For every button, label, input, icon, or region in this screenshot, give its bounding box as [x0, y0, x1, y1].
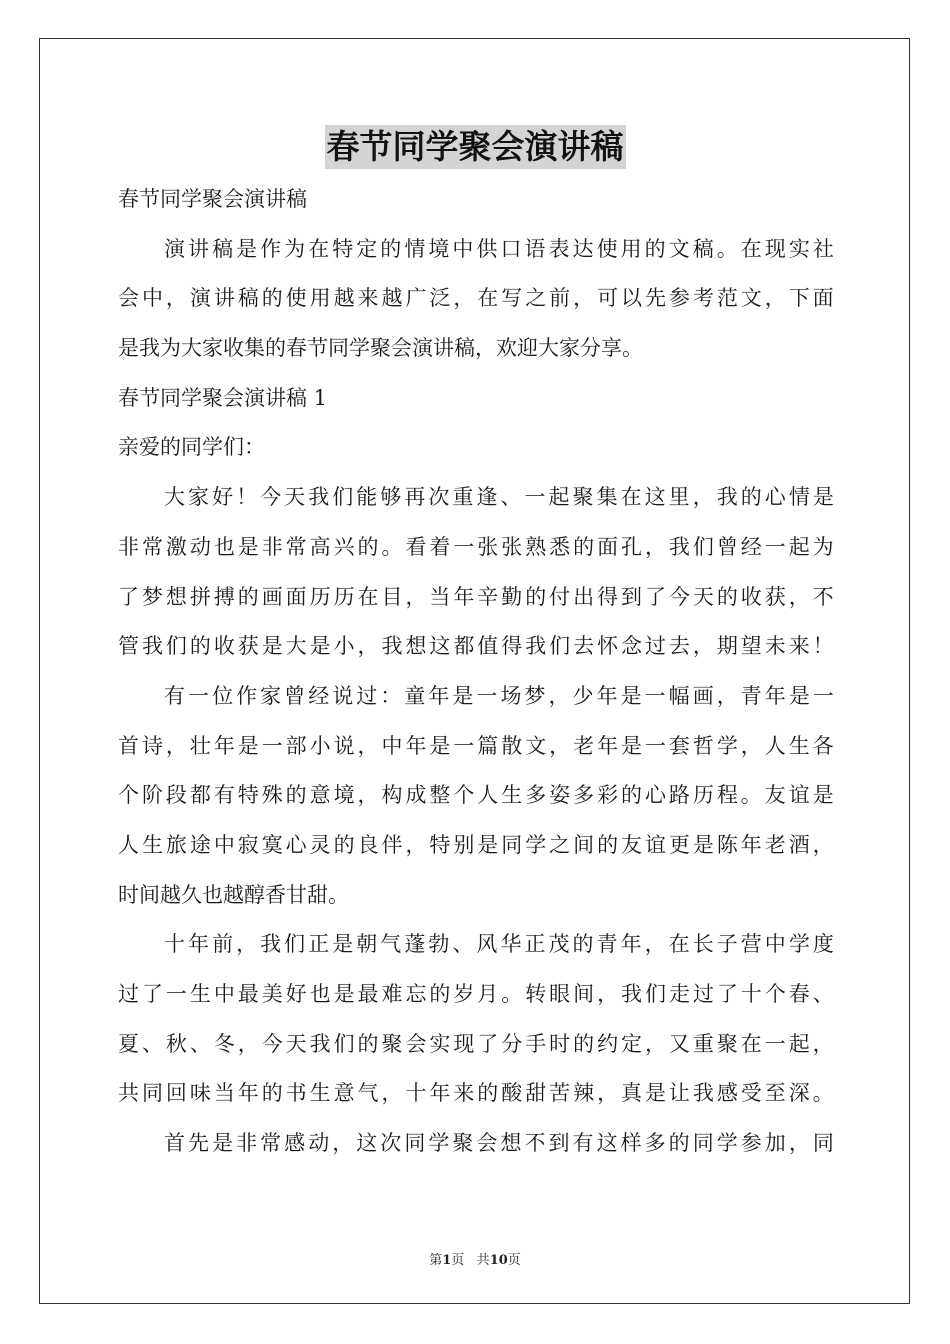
text-line — [118, 920, 834, 970]
text-line-content: 非 常 激 动 也 是 非 常 高 兴 的 。 看 着 一 张 张 熟 悉 的 面 孔 ， 我 们 曾 经 一 起 为 — [118, 534, 834, 559]
text-line-content: 过 了 一 生 中 最 美 好 也 是 最 难 忘 的 岁 月 。 转 眼 间 ， 我 们 走 过 了 十 个 春 、 — [118, 982, 834, 1006]
text-line-content: 会 中 ， 演 讲 稿 的 使 用 越 来 越 广 泛 ， 在 写 之 前 ， 可 以 先 参 考 范 文 ， 下 面 — [118, 286, 834, 311]
document-title: 春节同学聚会演讲稿 — [325, 125, 626, 169]
title-wrap — [0, 125, 950, 169]
text-line-content: 首 诗 ， 壮 年 是 一 部 小 说 ， 中 年 是 一 篇 散 文 ， 老 年 是 一 套 哲 学 ， 人 生 各 — [118, 733, 834, 758]
text-line-content: 人 生 旅 途 中 寂 寞 心 灵 的 良 伴 ， 特 别 是 同 学 之 间 的 友 谊 更 是 陈 年 老 酒 ， — [118, 832, 834, 857]
footer-page-number: 1 — [442, 1253, 452, 1268]
text-line — [118, 672, 834, 722]
text-line-content: 首 先 是 非 常 感 动 ， 这 次 同 学 聚 会 想 不 到 有 这 样 多 的 同 学 参 加 ， 同 — [164, 1131, 834, 1156]
text-line — [118, 1069, 834, 1119]
text-line — [118, 771, 834, 821]
text-line-content: 大 家 好 ！ 今 天 我 们 能 够 再 次 重 逢 、 一 起 聚 集 在 这 里 ， 我 的 心 情 是 — [164, 485, 834, 510]
text-line — [118, 1020, 834, 1070]
text-line: 时间越久也越醇香甘甜。 — [118, 882, 349, 907]
text-line — [118, 225, 834, 275]
text-line — [118, 722, 834, 772]
page-footer — [0, 1249, 950, 1268]
text-line-content: 十 年 前 ， 我 们 正 是 朝 气 蓬 勃 、 风 华 正 茂 的 青 年 ， 在 长 子 营 中 学 度 — [164, 932, 834, 957]
text-line-content: 夏 、 秋 、 冬 ， 今 天 我 们 的 聚 会 实 现 了 分 手 时 的 约 定 ， 又 重 聚 在 一 起 ， — [118, 1031, 834, 1056]
footer-prefix: 第 — [429, 1253, 443, 1268]
text-line — [118, 274, 834, 324]
text-line-content: 了 梦 想 拼 搏 的 画 面 历 历 在 目 ， 当 年 辛 勤 的 付 出 得 到 了 今 天 的 收 获 ， 不 — [118, 584, 834, 609]
text-line-content: 管 我 们 的 收 获 是 大 是 小 ， 我 想 这 都 值 得 我 们 去 怀 念 过 去 ， 期 望 未 来 ！ — [118, 634, 834, 659]
footer-page-suffix: 页 — [451, 1253, 465, 1268]
text-line-content: 演 讲 稿 是 作 为 在 特 定 的 情 境 中 供 口 语 表 达 使 用 的 文 稿 。 在 现 实 社 — [164, 236, 834, 261]
footer-total-suffix: 页 — [507, 1253, 521, 1268]
text-line — [118, 523, 834, 573]
text-line — [118, 622, 834, 672]
text-line: 是我为大家收集的春节同学聚会演讲稿，欢迎大家分享。 — [118, 336, 643, 361]
text-line — [118, 970, 834, 1020]
text-line-content: 个 阶 段 都 有 特 殊 的 意 境 ， 构 成 整 个 人 生 多 姿 多 彩 的 心 路 历 程 。 友 谊 是 — [118, 783, 834, 808]
text-line-content: 有 一 位 作 家 曾 经 说 过 ： 童 年 是 一 场 梦 ， 少 年 是 一 幅 画 ， 青 年 是 一 — [164, 683, 834, 708]
text-line: 亲爱的同学们： — [118, 435, 265, 460]
text-line — [118, 821, 834, 871]
body-text — [118, 175, 834, 1169]
text-line — [118, 1119, 834, 1169]
text-line — [118, 473, 834, 523]
text-line: 春节同学聚会演讲稿 — [118, 187, 307, 211]
text-line-content: 共 同 回 味 当 年 的 书 生 意 气 ， 十 年 来 的 酸 甜 苦 辣 ， 真 是 让 我 感 受 至 深 。 — [118, 1081, 834, 1106]
text-line — [118, 573, 834, 623]
footer-total-pages: 10 — [489, 1253, 508, 1268]
text-line: 春节同学聚会演讲稿 1 — [118, 385, 328, 410]
footer-total-prefix: 共 — [476, 1253, 490, 1268]
